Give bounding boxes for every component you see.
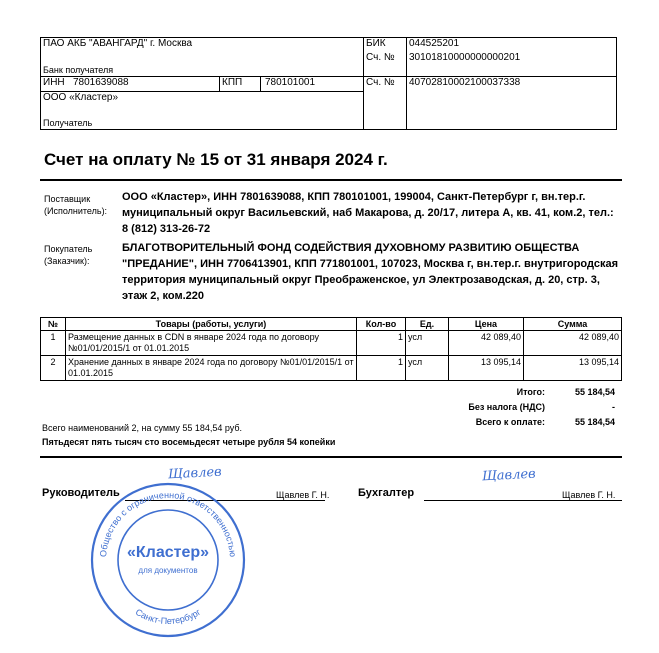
- inn-kpp-cell: [41, 77, 364, 92]
- accountant-signature: Щавлев: [481, 466, 537, 485]
- bik-value: 044525201: [407, 38, 617, 52]
- row-qty: 1: [357, 356, 406, 381]
- items-table: [40, 317, 622, 381]
- col-header-price: Цена: [449, 318, 524, 331]
- due-label: Всего к оплате:: [475, 417, 545, 427]
- kpp-label: КПП: [220, 77, 261, 91]
- stamp-center: «Кластер»: [126, 544, 210, 561]
- table-row: [41, 331, 622, 356]
- account-value: 40702810002100037338: [407, 77, 617, 130]
- inn-value: 7801639088: [72, 77, 129, 88]
- stamp-sub: для документов: [138, 566, 198, 575]
- row-sum: 42 089,40: [524, 331, 622, 356]
- stamp-ring-top: Общество с ограниченной ответственностью: [98, 489, 238, 558]
- row-goods: Хранение данных в январе 2024 года по договору №01/01/2015/1 от 01.01.2015: [66, 356, 357, 381]
- recipient-bank-label: Банк получателя: [43, 65, 114, 75]
- row-unit: усл: [406, 356, 449, 381]
- row-sum: 13 095,14: [524, 356, 622, 381]
- supplier-label: Поставщик (Исполнитель):: [44, 194, 108, 216]
- kpp-value: 780101001: [265, 77, 316, 88]
- total-label: Итого:: [516, 387, 545, 397]
- col-header-number: №: [41, 318, 66, 331]
- stamp-ring-bottom: Санкт-Петербург: [133, 606, 203, 627]
- accountant-name: Щавлев Г. Н.: [562, 490, 616, 500]
- summary-words: Пятьдесят пять тысяч сто восемьдесят четыре рубля 54 копейки: [42, 437, 336, 447]
- total-value: 55 184,54: [574, 387, 615, 397]
- col-header-unit: Ед.: [406, 318, 449, 331]
- summary-rule: [40, 456, 622, 458]
- due-value: 55 184,54: [574, 417, 615, 427]
- row-qty: 1: [357, 331, 406, 356]
- company-stamp: [88, 480, 248, 640]
- table-row: [41, 356, 622, 381]
- title-rule: [40, 179, 622, 181]
- items-header-row: [41, 318, 622, 331]
- row-price: 42 089,40: [449, 331, 524, 356]
- director-signature: Щавлев: [167, 464, 223, 483]
- bik-label: БИК: [364, 38, 407, 52]
- accountant-sign-line: [424, 500, 622, 501]
- bank-name: ПАО АКБ "АВАНГАРД" г. Москва: [43, 38, 193, 49]
- col-header-qty: Кол-во: [357, 318, 406, 331]
- bank-name-cell: [41, 38, 364, 77]
- row-unit: усл: [406, 331, 449, 356]
- buyer-text: БЛАГОТВОРИТЕЛЬНЫЙ ФОНД СОДЕЙСТВИЯ ДУХОВНОМУ РАЗВИТИЮ ОБЩЕСТВА "ПРЕДАНИЕ", ИНН 7706413901, КПП 771801001, 107023, Москва г, вн.тер.г. внутригородская территория муниципальный округ Преображенское, ул Электрозаводская, д. 20, стр. 3, этаж 2, ком.220: [122, 242, 618, 302]
- vat-label: Без налога (НДС): [468, 402, 545, 412]
- col-header-sum: Сумма: [524, 318, 622, 331]
- corr-account-value: 30101810000000000201: [407, 52, 617, 77]
- row-number: 2: [41, 356, 66, 381]
- vat-value: -: [612, 402, 615, 412]
- director-name: Щавлев Г. Н.: [276, 490, 330, 500]
- supplier-text: ООО «Кластер», ИНН 7801639088, КПП 780101001, 199004, Санкт-Петербург г, вн.тер.г. муниципальный округ Васильевский, наб Макарова, д. 20/17, литера А, кв. 41, ком.2, тел.: 8 (812) 313-26-72: [122, 191, 614, 235]
- col-header-goods: Товары (работы, услуги): [66, 318, 357, 331]
- director-label: Руководитель: [42, 487, 120, 499]
- account-label: Сч. №: [364, 77, 407, 130]
- recipient-cell: [41, 92, 364, 130]
- recipient-label: Получатель: [43, 118, 93, 128]
- row-number: 1: [41, 331, 66, 356]
- inn-label: ИНН: [43, 77, 65, 88]
- summary-count: Всего наименований 2, на сумму 55 184,54 руб.: [42, 423, 243, 433]
- recipient-name: ООО «Кластер»: [43, 92, 119, 103]
- bank-details-table: [40, 37, 617, 130]
- buyer-label: Покупатель (Заказчик):: [44, 244, 93, 266]
- totals-block: [415, 387, 615, 432]
- invoice-title: Счет на оплату № 15 от 31 января 2024 г.: [44, 150, 388, 169]
- row-price: 13 095,14: [449, 356, 524, 381]
- row-goods: Размещение данных в CDN в январе 2024 года по договору №01/01/2015/1 от 01.01.2015: [66, 331, 357, 356]
- accountant-label: Бухгалтер: [358, 487, 415, 499]
- corr-account-label: Сч. №: [364, 52, 407, 77]
